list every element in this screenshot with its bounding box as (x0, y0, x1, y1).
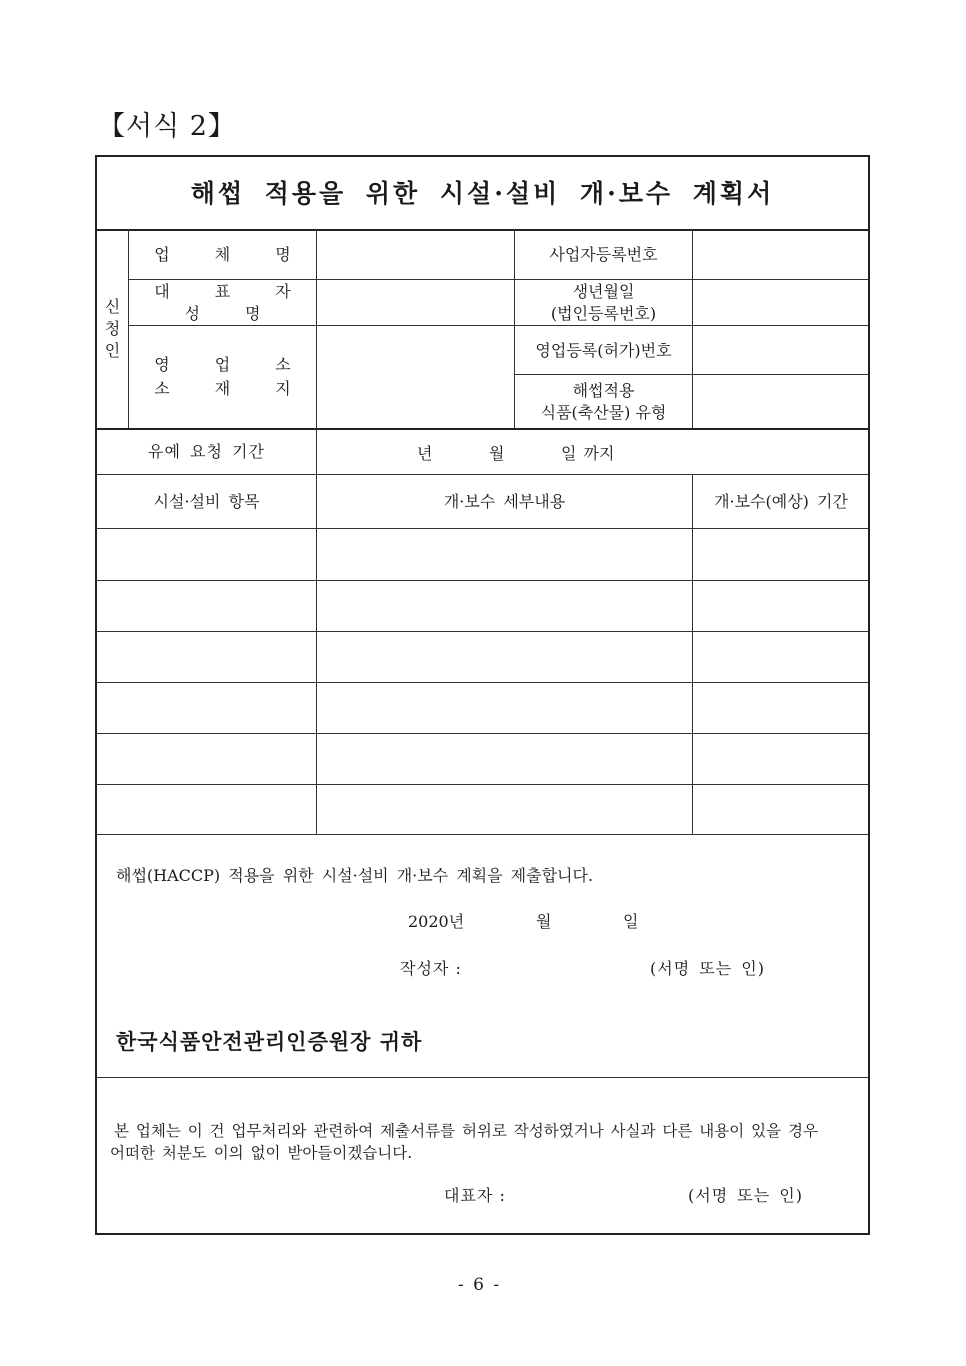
submission-statement: 해썹(HACCP) 적용을 위한 시설·설비 개·보수 계획을 제출합니다. (116, 866, 594, 885)
plan-period-cell[interactable] (693, 581, 869, 631)
company-name-field[interactable] (317, 230, 514, 279)
representative-sign-note: (서명 또는 인) (688, 1186, 803, 1205)
plan-period-cell[interactable] (693, 683, 869, 733)
row-divider (96, 834, 869, 835)
permit-label: 영업등록(허가)번호 (535, 340, 672, 360)
plan-item-cell[interactable] (97, 632, 316, 682)
plan-detail-cell[interactable] (317, 785, 692, 834)
column-header-period: 개·보수(예상) 기간 (714, 492, 848, 511)
representative-signature-field[interactable] (525, 1179, 680, 1207)
submission-day: 일 (623, 912, 639, 931)
applicant-section-label: 신 청 인 (104, 297, 121, 360)
column-header-detail: 개·보수 세부내용 (443, 492, 566, 511)
plan-period-cell[interactable] (693, 785, 869, 834)
plan-item-cell[interactable] (97, 529, 316, 580)
writer-signature-field[interactable] (480, 952, 640, 980)
plan-item-cell[interactable] (97, 785, 316, 834)
writer-label: 작성자 : (400, 959, 462, 978)
plan-period-cell[interactable] (693, 734, 869, 784)
plan-period-cell[interactable] (693, 632, 869, 682)
submission-year: 2020년 (408, 912, 465, 931)
plan-detail-cell[interactable] (317, 529, 692, 580)
plan-detail-cell[interactable] (317, 683, 692, 733)
grace-month-label: 월 (489, 444, 505, 463)
representative-field[interactable] (317, 280, 514, 325)
business-reg-field[interactable] (693, 230, 869, 279)
food-type-field[interactable] (693, 375, 869, 428)
writer-sign-note: (서명 또는 인) (650, 959, 765, 978)
column-header-item: 시설·설비 항목 (153, 492, 260, 511)
addressee: 한국식품안전관리인증원장 귀하 (116, 1029, 423, 1054)
birth-label: 생년월일 (법인등록번호) (550, 281, 657, 323)
birth-field[interactable] (693, 280, 869, 325)
plan-detail-cell[interactable] (317, 632, 692, 682)
business-reg-label: 사업자등록번호 (549, 245, 658, 264)
location-label: 영 업 소 소 재 지 (154, 355, 311, 398)
section-divider (96, 1077, 869, 1078)
page-title: 해썹 적용을 위한 시설·설비 개·보수 계획서 (190, 178, 775, 208)
permit-field[interactable] (693, 326, 869, 374)
grace-day-label: 일 까지 (561, 444, 615, 463)
plan-period-cell[interactable] (693, 529, 869, 580)
grace-year-label: 년 (417, 444, 433, 463)
location-field[interactable] (317, 326, 514, 428)
form-label: 【서식 2】 (98, 111, 236, 142)
grace-period-label: 유예 요청 기간 (148, 442, 265, 461)
food-type-label: 해썹적용 식품(축산물) 유형 (540, 380, 667, 422)
page-number: - 6 - (458, 1275, 502, 1295)
plan-item-cell[interactable] (97, 683, 316, 733)
pledge-line-1: 본 업체는 이 건 업무처리와 관련하여 제출서류를 허위로 작성하였거나 사실과 다른 내용이 있을 경우 (114, 1122, 818, 1140)
company-name-label: 업 체 명 (154, 245, 311, 264)
plan-item-cell[interactable] (97, 734, 316, 784)
plan-item-cell[interactable] (97, 581, 316, 631)
representative-sign-label: 대표자 : (444, 1186, 506, 1205)
submission-month: 월 (536, 912, 552, 931)
plan-detail-cell[interactable] (317, 734, 692, 784)
pledge-line-2: 어떠한 처분도 이의 없이 받아들이겠습니다. (110, 1144, 413, 1162)
representative-label: 대 표 자 성 명 (154, 281, 311, 323)
plan-detail-cell[interactable] (317, 581, 692, 631)
